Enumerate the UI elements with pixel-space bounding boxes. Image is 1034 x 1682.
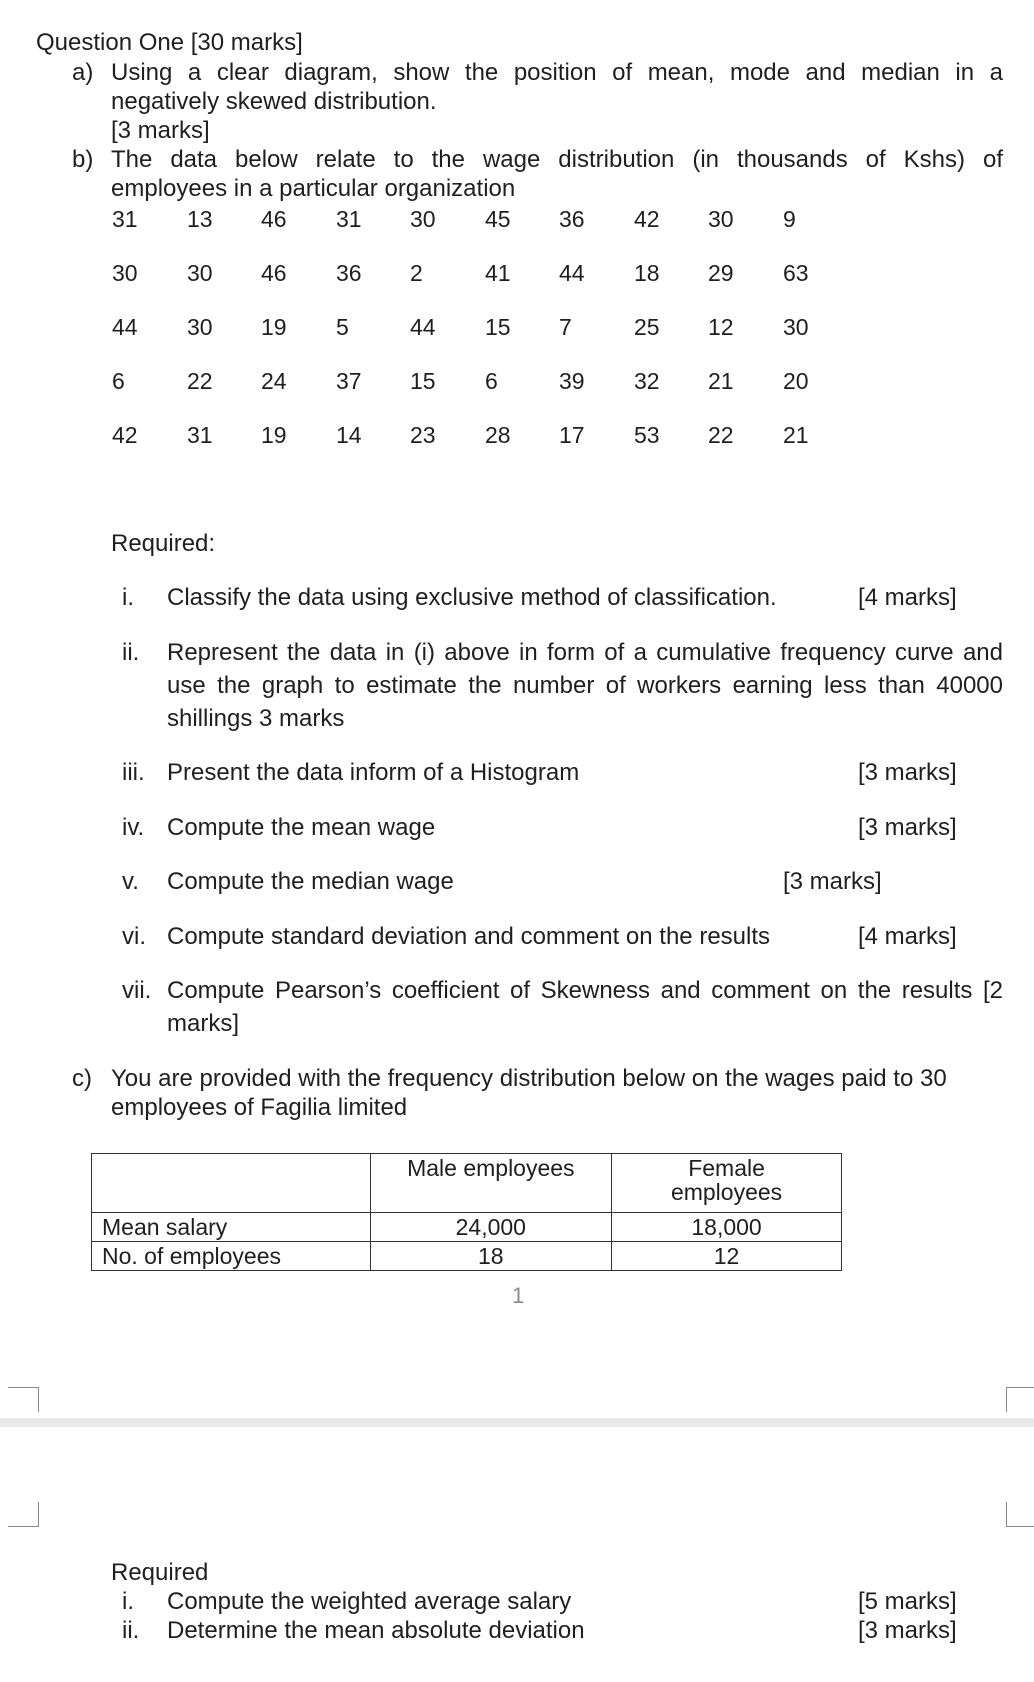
data-value: 5 xyxy=(336,314,349,340)
data-value: 32 xyxy=(634,368,660,394)
table-cell: 18 xyxy=(370,1242,612,1271)
data-value: 42 xyxy=(112,422,138,448)
data-value: 30 xyxy=(112,260,138,286)
data-value: 22 xyxy=(708,422,734,448)
data-value: 17 xyxy=(559,422,585,448)
page2-item-i-num: i. xyxy=(122,1588,134,1615)
item-vii-num: vii. xyxy=(122,977,152,1004)
margin-mark-top-right xyxy=(1006,1387,1034,1412)
item-iii-marks: [3 marks] xyxy=(858,759,957,786)
item-vii-line1: Compute Pearson’s coefficient of Skewness and comment on the results [2 xyxy=(167,977,1003,1004)
data-value: 36 xyxy=(336,260,362,286)
data-value: 53 xyxy=(634,422,660,448)
item-iv-text: Compute the mean wage xyxy=(167,814,436,841)
data-row xyxy=(112,366,872,396)
data-value: 30 xyxy=(187,260,213,286)
page2-required-label: Required xyxy=(111,1559,209,1586)
data-value: 29 xyxy=(708,260,734,286)
salary-table xyxy=(91,1153,842,1271)
data-value: 42 xyxy=(634,206,660,232)
data-value: 30 xyxy=(410,206,436,232)
page2-item-i-text: Compute the weighted average salary xyxy=(167,1588,572,1615)
item-iv-marks: [3 marks] xyxy=(858,814,957,841)
data-row xyxy=(112,204,872,234)
page2-item-i-marks: [5 marks] xyxy=(858,1588,957,1615)
table-cell: Mean salary xyxy=(92,1213,371,1242)
data-value: 20 xyxy=(783,368,809,394)
part-a-line2: negatively skewed distribution. xyxy=(111,88,437,115)
data-value: 63 xyxy=(783,260,809,286)
item-vi-num: vi. xyxy=(122,923,146,950)
data-value: 30 xyxy=(708,206,734,232)
data-value: 45 xyxy=(485,206,511,232)
part-a-marks: [3 marks] xyxy=(111,117,210,144)
part-a-label: a) xyxy=(72,59,94,86)
table-cell: No. of employees xyxy=(92,1242,371,1271)
data-value: 15 xyxy=(410,368,436,394)
part-a-line1: Using a clear diagram, show the position of mean, mode and median in a xyxy=(111,59,1003,86)
data-value: 22 xyxy=(187,368,213,394)
margin-mark-bottom-left xyxy=(8,1502,39,1527)
data-value: 28 xyxy=(485,422,511,448)
data-value: 44 xyxy=(559,260,585,286)
data-value: 44 xyxy=(112,314,138,340)
page-break-gap xyxy=(0,1418,1034,1427)
data-value: 37 xyxy=(336,368,362,394)
data-value: 18 xyxy=(634,260,660,286)
page2-item-ii-num: ii. xyxy=(122,1617,140,1644)
required-label: Required: xyxy=(111,530,216,557)
data-row xyxy=(112,312,872,342)
part-c-line2: employees of Fagilia limited xyxy=(111,1094,408,1121)
data-value: 30 xyxy=(783,314,809,340)
item-v-num: v. xyxy=(122,868,139,895)
table-row xyxy=(92,1242,842,1271)
item-v-text: Compute the median wage xyxy=(167,868,454,895)
data-value: 2 xyxy=(410,260,423,286)
item-v-marks: [3 marks] xyxy=(783,868,882,895)
data-row xyxy=(112,420,872,450)
data-value: 46 xyxy=(261,260,287,286)
data-value: 30 xyxy=(187,314,213,340)
table-row xyxy=(92,1213,842,1242)
data-value: 6 xyxy=(112,368,125,394)
part-c-line1: You are provided with the frequency distribution below on the wages paid to 30 xyxy=(111,1065,947,1092)
data-value: 46 xyxy=(261,206,287,232)
data-value: 31 xyxy=(336,206,362,232)
item-i-text: Classify the data using exclusive method of classification. xyxy=(167,584,777,611)
item-iii-num: iii. xyxy=(122,759,145,786)
table-header-cell: Male employees xyxy=(370,1154,612,1213)
question-title: Question One [30 marks] xyxy=(36,29,303,56)
part-c-label: c) xyxy=(72,1065,92,1092)
data-value: 6 xyxy=(485,368,498,394)
data-value: 19 xyxy=(261,422,287,448)
item-ii-line3: shillings 3 marks xyxy=(167,705,345,732)
table-header-cell: Female employees xyxy=(612,1154,842,1213)
data-value: 19 xyxy=(261,314,287,340)
data-value: 7 xyxy=(559,314,572,340)
data-value: 24 xyxy=(261,368,287,394)
item-vi-text: Compute standard deviation and comment on the results xyxy=(167,923,771,950)
data-value: 12 xyxy=(708,314,734,340)
data-value: 21 xyxy=(708,368,734,394)
table-header-cell xyxy=(92,1154,371,1213)
page-number: 1 xyxy=(512,1283,525,1308)
data-value: 31 xyxy=(187,422,213,448)
data-row xyxy=(112,258,872,288)
data-value: 41 xyxy=(485,260,511,286)
table-cell: 24,000 xyxy=(370,1213,612,1242)
data-value: 9 xyxy=(783,206,796,232)
data-value: 13 xyxy=(187,206,213,232)
item-iii-text: Present the data inform of a Histogram xyxy=(167,759,580,786)
table-header-row xyxy=(92,1154,842,1213)
margin-mark-bottom-right xyxy=(1006,1502,1034,1527)
page2-item-ii-text: Determine the mean absolute deviation xyxy=(167,1617,585,1644)
item-vi-marks: [4 marks] xyxy=(858,923,957,950)
part-b-label: b) xyxy=(72,146,94,173)
data-value: 31 xyxy=(112,206,138,232)
data-value: 15 xyxy=(485,314,511,340)
item-vii-line2: marks] xyxy=(167,1010,239,1037)
item-i-num: i. xyxy=(122,584,134,611)
table-cell: 18,000 xyxy=(612,1213,842,1242)
table-cell: 12 xyxy=(612,1242,842,1271)
item-ii-line2: use the graph to estimate the number of workers earning less than 40000 xyxy=(167,672,1003,699)
data-value: 21 xyxy=(783,422,809,448)
data-value: 44 xyxy=(410,314,436,340)
item-i-marks: [4 marks] xyxy=(858,584,957,611)
part-b-line1: The data below relate to the wage distribution (in thousands of Kshs) of xyxy=(111,146,1003,173)
data-value: 23 xyxy=(410,422,436,448)
item-ii-num: ii. xyxy=(122,639,140,666)
data-value: 25 xyxy=(634,314,660,340)
item-ii-line1: Represent the data in (i) above in form of a cumulative frequency curve and xyxy=(167,639,1003,666)
data-value: 36 xyxy=(559,206,585,232)
data-value: 14 xyxy=(336,422,362,448)
part-b-line2: employees in a particular organization xyxy=(111,175,516,202)
item-iv-num: iv. xyxy=(122,814,145,841)
margin-mark-top-left xyxy=(8,1387,39,1412)
page2-item-ii-marks: [3 marks] xyxy=(858,1617,957,1644)
data-value: 39 xyxy=(559,368,585,394)
